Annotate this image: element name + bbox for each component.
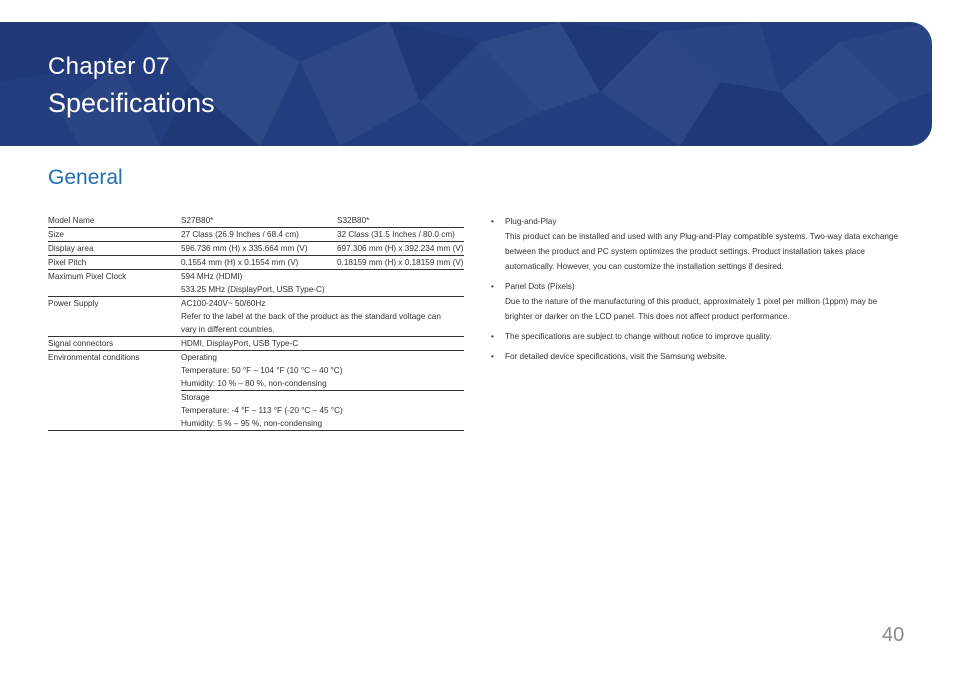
list-item (491, 279, 906, 324)
chapter-title: Specifications (48, 88, 215, 118)
table-cell: 0.1554 mm (H) x 0.1554 mm (V) (181, 258, 299, 267)
note-title: The specifications are subject to change without notice to improve quality. (505, 332, 772, 341)
table-row (48, 297, 464, 311)
bullet: • (491, 217, 494, 226)
table-row (48, 242, 464, 256)
list-item (491, 214, 906, 274)
note-body: Due to the nature of the manufacturing of this product, approximately 1 pixel per million (1ppm) may be brighter or darker on the LCD panel. This does not affect product performance. (505, 297, 878, 321)
spec-table (48, 214, 464, 431)
table-cell: HDMI, DisplayPort, USB Type-C (181, 339, 299, 348)
table-cell: Refer to the label at the back of the product as the standard voltage can vary in different countries. (181, 312, 441, 334)
table-cell: Storage (181, 393, 210, 402)
chapter-banner (0, 22, 932, 146)
table-row (48, 351, 464, 365)
table-cell: S32B80* (337, 216, 370, 225)
table-row (48, 270, 464, 284)
table-cell: Environmental conditions (48, 351, 181, 431)
notes-list (491, 214, 906, 369)
table-row (48, 337, 464, 351)
section-heading: General (48, 166, 123, 189)
list-item (491, 329, 906, 344)
table-cell: 594 MHz (HDMI) (181, 272, 243, 281)
table-cell: 533.25 MHz (DisplayPort, USB Type-C) (181, 285, 325, 294)
table-cell: 697.306 mm (H) x 392.234 mm (V) (337, 244, 464, 253)
table-cell: Signal connectors (48, 339, 114, 348)
table-cell: Operating (181, 353, 217, 362)
table-header-row (48, 214, 464, 228)
table-cell: Temperature: 50 °F – 104 °F (10 °C – 40 °C) (181, 366, 343, 375)
list-item (491, 349, 906, 364)
chapter-label: Chapter 07 (48, 53, 170, 80)
page-number: 40 (882, 624, 905, 646)
table-cell: Temperature: -4 °F – 113 °F (-20 °C – 45 °C) (181, 406, 343, 415)
table-cell: Humidity: 10 % – 80 %, non-condensing (181, 379, 327, 388)
table-cell: 596.736 mm (H) x 335.664 mm (V) (181, 244, 308, 253)
table-cell: Pixel Pitch (48, 258, 87, 267)
table-row (48, 256, 464, 270)
table-cell: AC100-240V~ 50/60Hz (181, 299, 266, 308)
note-body: This product can be installed and used with any Plug-and-Play compatible systems. Two-way data exchange between the product and PC system optimizes the product settings. Product installation takes place automatically. However, you can customize the installation settings if desired. (505, 232, 899, 271)
note-title: Plug-and-Play (505, 217, 557, 226)
table-cell: 32 Class (31.5 Inches / 80.0 cm) (337, 230, 455, 239)
table-cell: Display area (48, 244, 94, 253)
table-row (48, 228, 464, 242)
bullet: • (491, 352, 494, 361)
note-title: Panel Dots (Pixels) (505, 282, 575, 291)
table-cell: Maximum Pixel Clock (48, 270, 181, 297)
table-cell: Size (48, 230, 64, 239)
table-cell: 0.18159 mm (H) x 0.18159 mm (V) (337, 258, 464, 267)
table-cell: Humidity: 5 % – 95 %, non-condensing (181, 419, 323, 428)
table-cell: S27B80* (181, 216, 214, 225)
table-cell: 27 Class (26.9 Inches / 68.4 cm) (181, 230, 299, 239)
banner-pattern (0, 22, 932, 146)
table-cell: Model Name (48, 216, 95, 225)
bullet: • (491, 332, 494, 341)
bullet: • (491, 282, 494, 291)
table-cell: Power Supply (48, 297, 181, 337)
note-title: For detailed device specifications, visit the Samsung website. (505, 352, 728, 361)
